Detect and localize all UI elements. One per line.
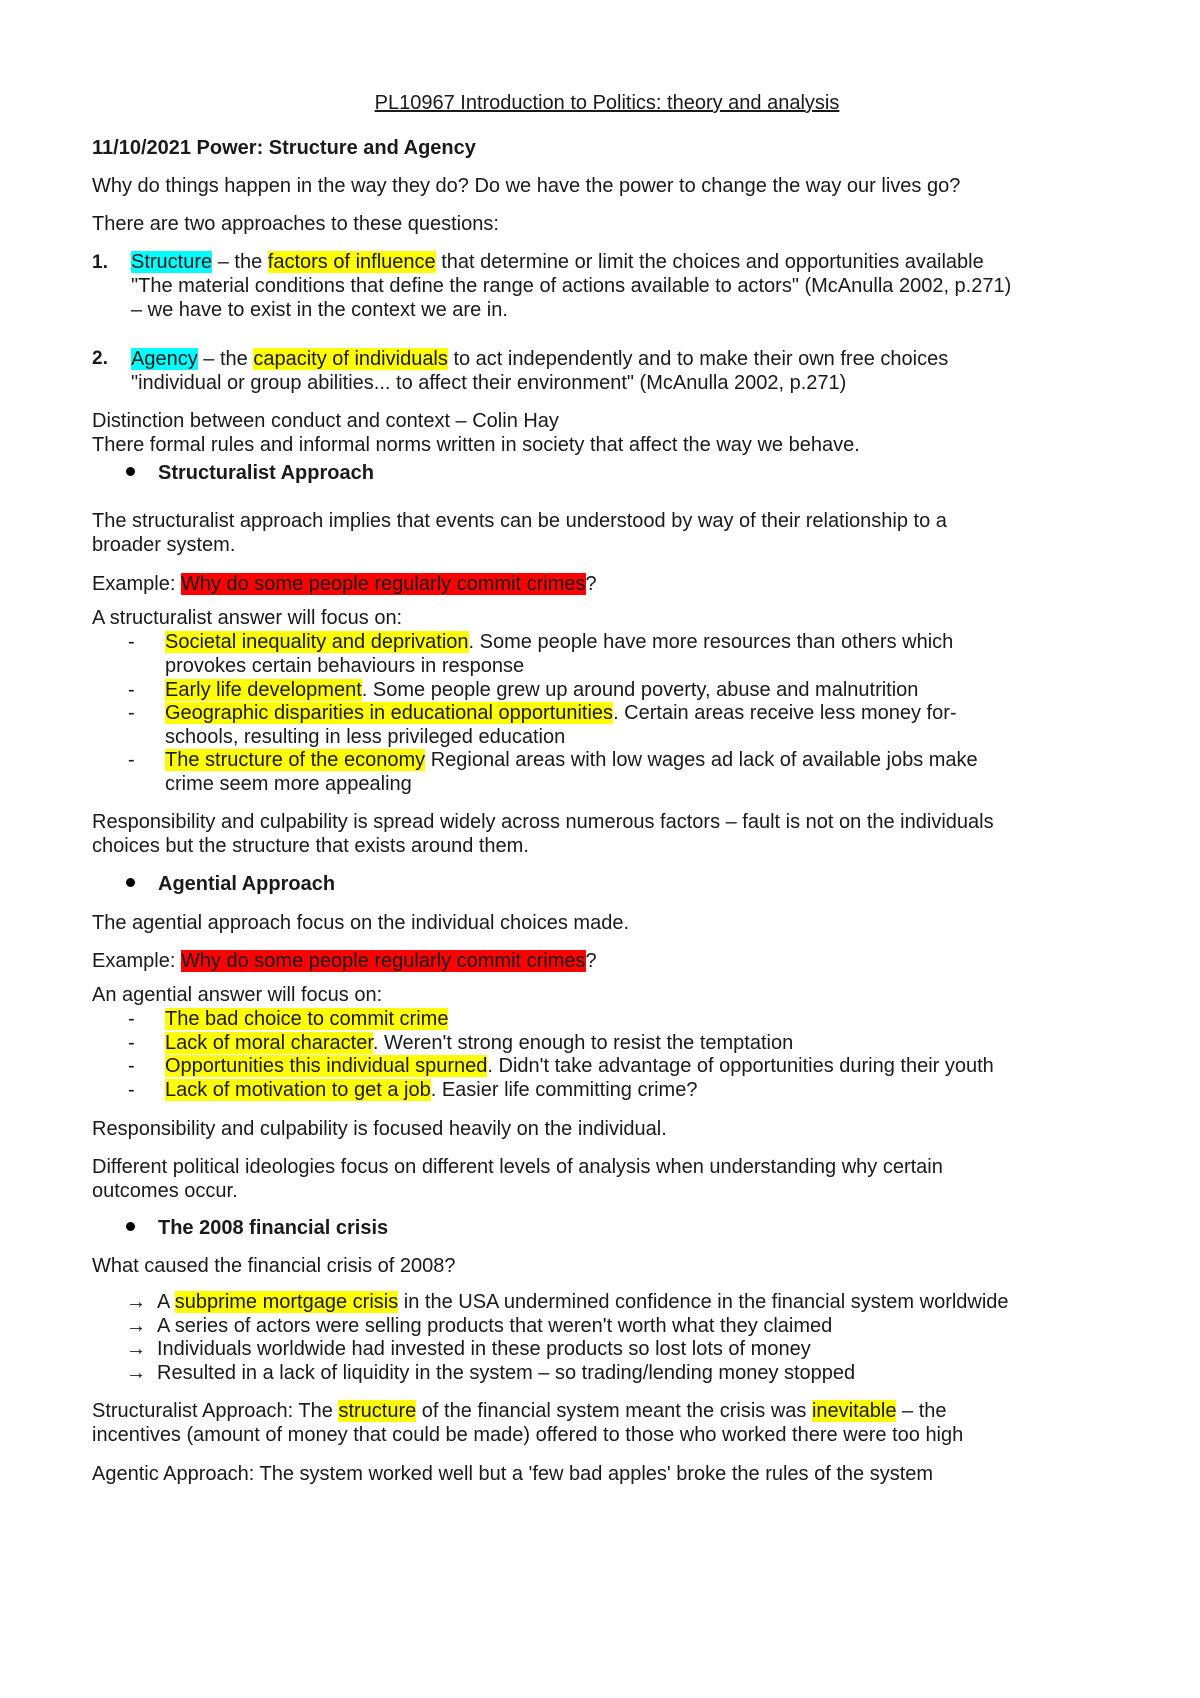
list-item-cont: provokes certain behaviours in response [165,655,525,677]
agential-example: Example: Why do some people regularly commit crimes? [92,950,597,972]
arrow-icon: → [126,1338,146,1360]
agency-term: Agency [131,348,198,370]
crisis-question: What caused the financial crisis of 2008? [92,1255,456,1277]
distinction-text: Distinction between conduct and context – Colin Hay [92,410,559,432]
structuralist-desc: The structuralist approach implies that events can be understood by way of their relationship to a [92,510,947,532]
dash-marker: - [128,749,135,771]
structure-definition: Structure – the factors of influence that determine or limit the choices and opportunities available [131,251,984,273]
structure-quote: "The material conditions that define the range of actions available to actors" (McAnulla 2002, p.271) [131,275,1012,297]
ideologies-text-cont: outcomes occur. [92,1180,238,1202]
agential-desc: The agential approach focus on the individual choices made. [92,912,630,934]
list-item: Geographic disparities in educational opportunities. Certain areas receive less money for- [165,702,957,724]
crisis-structuralist: Structuralist Approach: The structure of the financial system meant the crisis was inevitable – the [92,1400,947,1422]
list-item: Lack of motivation to get a job. Easier life committing crime? [165,1079,698,1101]
list-item-cont: schools, resulting in less privileged education [165,726,566,748]
agential-heading: Agential Approach [158,873,336,895]
list-item: Societal inequality and deprivation. Some people have more resources than others which [165,631,954,653]
structuralist-heading: Structuralist Approach [158,462,374,484]
dash-marker: - [128,1032,135,1054]
formal-rules-text: There formal rules and informal norms written in society that affect the way we behave. [92,434,860,456]
ideologies-text: Different political ideologies focus on different levels of analysis when understanding why certain [92,1156,943,1178]
bullet-icon [126,878,135,887]
agency-quote: "individual or group abilities... to affect their environment" (McAnulla 2002, p.271) [131,372,847,394]
list-item: Lack of moral character. Weren't strong enough to resist the temptation [165,1032,794,1054]
arrow-icon: → [126,1315,146,1337]
structuralist-answer-intro: A structuralist answer will focus on: [92,607,403,629]
dash-marker: - [128,1008,135,1030]
two-approaches-text: There are two approaches to these questions: [92,213,499,235]
dash-marker: - [128,631,135,653]
intro-question: Why do things happen in the way they do? Do we have the power to change the way our lives go? [92,175,961,197]
dash-marker: - [128,1079,135,1101]
crisis-item: A series of actors were selling products that weren't worth what they claimed [157,1315,833,1337]
crisis-heading: The 2008 financial crisis [158,1217,389,1239]
structure-term: Structure [131,251,213,273]
lecture-heading: 11/10/2021 Power: Structure and Agency [92,137,476,159]
list-item: Opportunities this individual spurned. Didn't take advantage of opportunities during their youth [165,1055,994,1077]
example-question: Why do some people regularly commit crimes [180,950,586,972]
bullet-icon [126,1222,135,1231]
dash-marker: - [128,679,135,701]
structuralist-example: Example: Why do some people regularly commit crimes? [92,573,597,595]
dash-marker: - [128,1055,135,1077]
crisis-agentic: Agentic Approach: The system worked well but a 'few bad apples' broke the rules of the system [92,1463,934,1485]
structuralist-responsibility-cont: choices but the structure that exists around them. [92,835,529,857]
crisis-item: Individuals worldwide had invested in these products so lost lots of money [157,1338,811,1360]
structuralist-responsibility: Responsibility and culpability is spread widely across numerous factors – fault is not on the individuals [92,811,994,833]
document-title: PL10967 Introduction to Politics: theory and analysis [374,92,840,114]
dash-marker: - [128,702,135,724]
example-question: Why do some people regularly commit crimes [180,573,586,595]
crisis-item: Resulted in a lack of liquidity in the system – so trading/lending money stopped [157,1362,856,1384]
agential-answer-intro: An agential answer will focus on: [92,984,383,1006]
list-item: The bad choice to commit crime [165,1008,449,1030]
crisis-item: A subprime mortgage crisis in the USA undermined confidence in the financial system worldwide [157,1291,1009,1313]
structuralist-desc-cont: broader system. [92,534,236,556]
structure-extra: – we have to exist in the context we are in. [131,299,508,321]
highlight: factors of influence [267,251,436,273]
highlight: capacity of individuals [253,348,448,370]
agential-responsibility: Responsibility and culpability is focused heavily on the individual. [92,1118,667,1140]
crisis-structuralist-cont: incentives (amount of money that could be made) offered to those who worked there were too high [92,1424,964,1446]
list-item: The structure of the economy Regional areas with low wages ad lack of available jobs make [165,749,978,771]
agency-definition: Agency – the capacity of individuals to act independently and to make their own free choices [131,348,949,370]
list-number: 2. [92,348,108,369]
list-item-cont: crime seem more appealing [165,773,412,795]
list-item: Early life development. Some people grew up around poverty, abuse and malnutrition [165,679,919,701]
arrow-icon: → [126,1291,146,1313]
bullet-icon [126,467,135,476]
list-number: 1. [92,252,108,273]
arrow-icon: → [126,1362,146,1384]
